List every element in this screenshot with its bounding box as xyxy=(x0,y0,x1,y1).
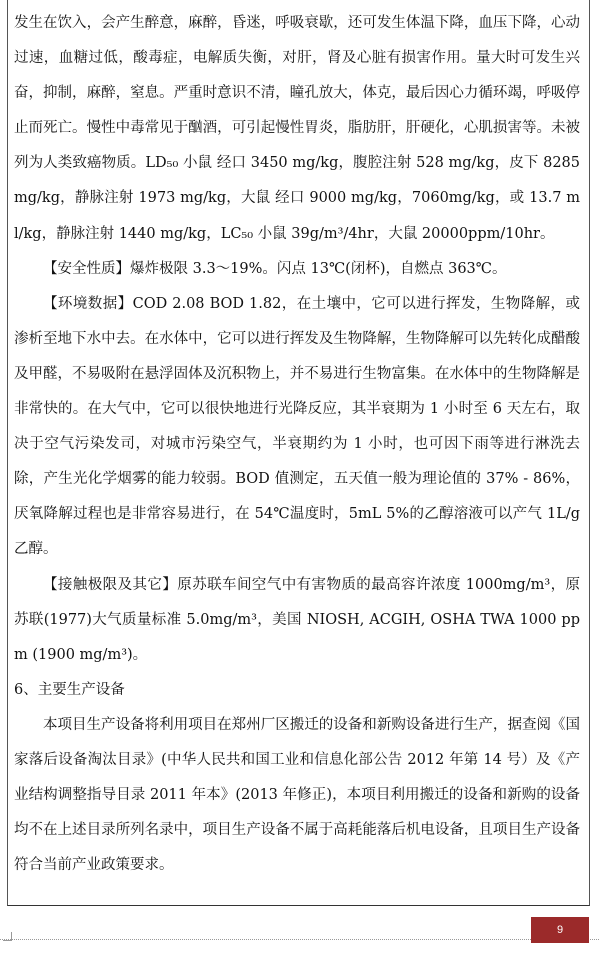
safety-properties-paragraph: 【安全性质】爆炸极限 3.3～19%。闪点 13℃(闭杯)，自燃点 363℃。 xyxy=(43,260,507,277)
document-body xyxy=(14,6,580,883)
page-boundary xyxy=(0,939,599,940)
equipment-paragraph: 本项目生产设备将利用项目在郑州厂区搬迁的设备和新购设备进行生产，据查阅《国家落后设备淘汰目录》(中华人民共和国工业和信息化部公告 2012 年第 14 号）及《产业结构调整指导目录 2011 年本》(2013 年修正)，本项目利用搬迁的设备和新购的设备均不在上述目录所列名录中，项目生产设备不属于高耗能落后机电设备，且项目生产设备符合当前产业政策要求。 xyxy=(14,716,580,874)
page-number-badge: 9 xyxy=(531,917,589,943)
exposure-limits-paragraph: 【接触极限及其它】原苏联车间空气中有害物质的最高容许浓度 1000mg/m³，原苏联(1977)大气质量标准 5.0mg/m³，美国 NIOSH, ACGIH, OSHA TWA 1000 ppm (1900 mg/m³)。 xyxy=(14,576,580,663)
toxicity-paragraph: 发生在饮入，会产生醉意，麻醉，昏迷，呼吸衰歇，还可发生体温下降，血压下降，心动过速，血糖过低，酸毒症，电解质失衡，对肝，肾及心脏有损害作用。量大时可发生兴奋，抑制，麻醉，窒息。严重时意识不清，瞳孔放大，体克，最后因心力循环竭，呼吸停止而死亡。慢性中毒常见于酗酒，可引起慢性胃炎，脂肪肝，肝硬化，心肌损害等。未被列为人类致癌物质。LD₅₀ 小鼠 经口 3450 mg/kg，腹腔注射 528 mg/kg，皮下 8285 mg/kg，静脉注射 1973 mg/kg，大鼠 经口 9000 mg/kg，7060mg/kg，或 13.7 ml/kg，静脉注射 1440 mg/kg，LC₅₀ 小鼠 39g/m³/4hr，大鼠 20000ppm/10hr。 xyxy=(14,15,580,242)
environmental-data-paragraph: 【环境数据】COD 2.08 BOD 1.82，在土壤中，它可以进行挥发，生物降解，或渗析至地下水中去。在水体中，它可以进行挥发及生物降解，生物降解可以先转化成醋酸及甲醛，不易吸附在悬浮固体及沉积物上，并不易进行生物富集。在水体中的生物降解是非常快的。在大气中，它可以很快地进行光降反应，其半衰期为 1 小时至 6 天左右，取决于空气污染发司，对城市污染空气，半衰期约为 1 小时，也可因下雨等进行淋洗去除，产生光化学烟雾的能力较弱。BOD 值测定，五天值一般为理论值的 37% - 86%，厌氧降解过程也是非常容易进行，在 54℃温度时，5mL 5%的乙醇溶液可以产气 1L/g 乙醇。 xyxy=(14,295,580,558)
section-heading: 6、主要生产设备 xyxy=(14,681,125,698)
